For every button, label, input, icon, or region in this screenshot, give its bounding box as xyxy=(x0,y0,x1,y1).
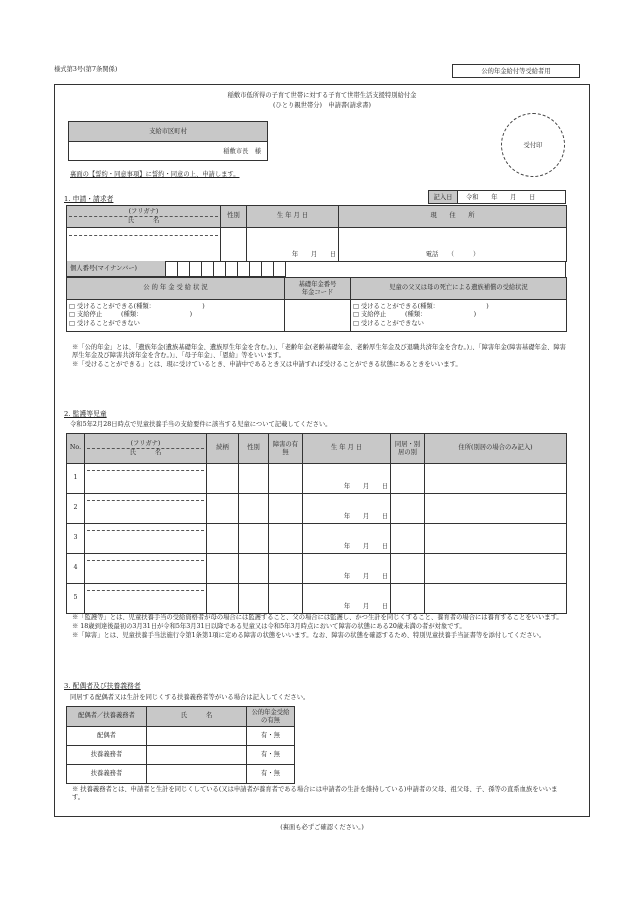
phone-label: 電話 （ ） xyxy=(425,250,480,258)
child-birthdate-field[interactable]: 年 月 日 xyxy=(303,524,391,554)
child-address-field[interactable] xyxy=(425,494,567,524)
child-birthdate-field[interactable]: 年 月 日 xyxy=(303,464,391,494)
child-cohabit-field[interactable] xyxy=(391,524,425,554)
reception-stamp-label: 受付印 xyxy=(523,142,543,149)
section1-title: 1. 申請・請求者 xyxy=(64,195,114,203)
child-address-header: 住所(別居の場合のみ記入) xyxy=(425,434,567,464)
table-row xyxy=(67,524,567,554)
family-name-field[interactable] xyxy=(147,765,247,784)
child-relation-field[interactable] xyxy=(207,524,239,554)
family-pension-yesno[interactable]: 有・無 xyxy=(247,746,295,765)
my-number-blank xyxy=(286,261,566,277)
basic-pension-number-header xyxy=(285,278,351,300)
child-disability-field[interactable] xyxy=(269,494,303,524)
basic-pension-number-field[interactable] xyxy=(285,300,351,332)
pension-option-suspended[interactable]: □ 支給停止 (種類： ) xyxy=(69,311,193,319)
family-type: 扶養義務者 xyxy=(67,765,147,784)
child-no-header: No. xyxy=(67,434,85,464)
child-row-number: 5 xyxy=(67,584,85,614)
family-type-header: 配偶者／扶養義務者 xyxy=(67,707,147,727)
recipient-type-badge: 公的年金給付等受給者用 xyxy=(452,64,580,78)
child-name-field[interactable] xyxy=(85,464,207,494)
child-row-number: 2 xyxy=(67,494,85,524)
address-header: 現 住 所 xyxy=(339,206,567,228)
birthdate-header: 生 年 月 日 xyxy=(247,206,339,228)
pension-option-not-receivable[interactable]: □ 受けることができない xyxy=(69,319,140,327)
child-birthdate-field[interactable]: 年 月 日 xyxy=(303,554,391,584)
section2-notes xyxy=(72,614,566,642)
survivor-compensation-options[interactable] xyxy=(351,300,567,332)
note-support-obligor: ※ 扶養義務者とは、申請者と生計を同じくしている(又は申請者が養育者である場合には申請者の生計を維持している)申請者の父母、祖父母、子、孫等の直系血族をいいます。 xyxy=(72,786,558,802)
my-number-field[interactable] xyxy=(166,261,286,277)
child-relation-field[interactable] xyxy=(207,464,239,494)
pension-code-label: 年金コード xyxy=(301,288,334,296)
child-birthdate-header: 生 年 月 日 xyxy=(303,434,391,464)
child-gender-field[interactable] xyxy=(239,494,269,524)
table-row xyxy=(67,727,295,746)
section2-lead: 令和5年2月28日時点で児童扶養手当の支給要件に該当する児童について記載してください。 xyxy=(70,421,332,428)
survivor-option-suspended[interactable]: □ 支給停止 (種類： ) xyxy=(353,311,477,319)
gender-header: 性別 xyxy=(221,206,247,228)
child-cohabit-field[interactable] xyxy=(391,464,425,494)
child-row-number: 3 xyxy=(67,524,85,554)
child-name-field[interactable] xyxy=(85,524,207,554)
table-row xyxy=(67,494,567,524)
intro-text: 裏面の【誓約・同意事項】に誓約・同意の上、申請します。 xyxy=(70,171,240,178)
pension-table xyxy=(66,277,567,332)
child-name-field[interactable] xyxy=(85,554,207,584)
child-relation-header: 続柄 xyxy=(207,434,239,464)
reception-stamp-area xyxy=(501,113,565,177)
note-disability: ※「障害」とは、児童扶養手当法施行令第1条第1項に定める障害の状態をいいます。なお、障害の状態を確認するため、特別児童扶養手当証書等を添付してください。 xyxy=(72,632,546,640)
child-cohabit-field[interactable] xyxy=(391,494,425,524)
family-name-header: 氏 名 xyxy=(147,707,247,727)
child-gender-header: 性別 xyxy=(239,434,269,464)
form-title-line1: 稲敷市低所得の子育て世帯に対する子育て世帯生活支援特別給付金 xyxy=(227,92,417,99)
note-age: ※ 18歳到達後最初の3月31日が令和5年3月31日以降である児童又は令和5年3月時点において障害の状態にある20歳未満の者が対象です。 xyxy=(72,623,466,631)
note-public-pension: ※「公的年金」とは、「遺族年金(遺族基礎年金、遺族厚生年金を含む。)」、「老齢年金(老齢基礎年金、老齢厚生年金及び退職共済年金を含む。)」、「障害年金(障害基礎年金、障害厚生年金及び障害共済年金を含む。)」、「母子年金」、「恩給」等をいいます。 xyxy=(72,344,566,360)
child-relation-field[interactable] xyxy=(207,494,239,524)
section2-title: 2. 監護等児童 xyxy=(64,410,107,418)
child-disability-field[interactable] xyxy=(269,584,303,614)
recipient-box xyxy=(68,121,268,161)
child-address-field[interactable] xyxy=(425,524,567,554)
child-disability-field[interactable] xyxy=(269,464,303,494)
child-name-field[interactable] xyxy=(85,584,207,614)
child-gender-field[interactable] xyxy=(239,554,269,584)
child-relation-field[interactable] xyxy=(207,584,239,614)
family-pension-header: 公的年金受給の有無 xyxy=(247,707,295,727)
basic-pension-number-label: 基礎年金番号 xyxy=(298,280,337,288)
family-pension-yesno[interactable]: 有・無 xyxy=(247,765,295,784)
family-table xyxy=(66,706,295,784)
municipality-label: 支給市区町村 xyxy=(69,122,267,142)
section1-notes xyxy=(72,344,566,371)
table-row xyxy=(67,554,567,584)
applicant-name-field[interactable] xyxy=(67,228,221,262)
child-address-field[interactable] xyxy=(425,554,567,584)
family-type: 扶養義務者 xyxy=(67,746,147,765)
child-disability-field[interactable] xyxy=(269,554,303,584)
pension-option-receivable[interactable]: □ 受けることができる(種類： ) xyxy=(69,302,205,310)
section3-lead: 同居する配偶者又は生計を同じくする扶養義務者等がいる場合は記入してください。 xyxy=(70,694,310,701)
form-number: 様式第3号(第7条関係) xyxy=(54,66,118,73)
family-type: 配偶者 xyxy=(67,727,147,746)
child-gender-field[interactable] xyxy=(239,524,269,554)
mayor-address: 稲敷市長 様 xyxy=(223,148,261,155)
applicant-name-header xyxy=(67,206,221,228)
furigana-label: (フリガナ) xyxy=(69,208,218,217)
applicant-table xyxy=(66,205,567,262)
child-cohabit-header: 同居・別居の別 xyxy=(391,434,425,464)
child-gender-field[interactable] xyxy=(239,464,269,494)
pension-status-options[interactable] xyxy=(67,300,285,332)
table-row xyxy=(67,464,567,494)
child-disability-field[interactable] xyxy=(269,524,303,554)
child-name-label: 氏 名 xyxy=(129,449,162,456)
child-gender-field[interactable] xyxy=(239,584,269,614)
form-title-line2: (ひとり親世帯分) 申請書(請求書) xyxy=(273,102,371,109)
child-name-header xyxy=(85,434,207,464)
entry-date-field[interactable]: 令和 年 月 日 xyxy=(458,190,566,204)
applicant-gender-field[interactable] xyxy=(221,228,247,262)
child-row-number: 1 xyxy=(67,464,85,494)
child-address-field[interactable] xyxy=(425,464,567,494)
child-cohabit-field[interactable] xyxy=(391,584,425,614)
note-receivable: ※「受けることができる」とは、現に受けているとき、申請中であるとき又は申請すれば受けることができる状態にあるときをいいます。 xyxy=(72,361,462,369)
applicant-birthdate-field[interactable]: 年 月 日 xyxy=(247,228,339,262)
my-number-label: 個人番号(マイナンバー) xyxy=(66,261,166,277)
entry-date-label: 記入日 xyxy=(428,190,458,204)
family-name-field[interactable] xyxy=(147,727,247,746)
applicant-address-field[interactable] xyxy=(339,228,567,262)
child-relation-field[interactable] xyxy=(207,554,239,584)
child-name-field[interactable] xyxy=(85,494,207,524)
table-row xyxy=(67,584,567,614)
section3-title: 3. 配偶者及び扶養義務者 xyxy=(64,682,141,690)
note-custody: ※「監護等」とは、児童扶養手当の受給資格者が母の場合には監護すること、父の場合には監護し、かつ生計を同じくすること、養育者の場合には養育することをいいます。 xyxy=(72,614,563,621)
section3-note xyxy=(72,786,566,803)
children-table xyxy=(66,433,567,614)
child-row-number: 4 xyxy=(67,554,85,584)
child-disability-header: 障害の有無 xyxy=(269,434,303,464)
child-address-field[interactable] xyxy=(425,584,567,614)
survivor-compensation-header: 児童の父又は母の死亡による遺族補償の受給状況 xyxy=(351,278,567,300)
table-row xyxy=(67,765,295,784)
child-cohabit-field[interactable] xyxy=(391,554,425,584)
family-pension-yesno[interactable]: 有・無 xyxy=(247,727,295,746)
name-label: 氏 名 xyxy=(127,217,160,224)
child-birthdate-field[interactable]: 年 月 日 xyxy=(303,584,391,614)
child-furigana-label: (フリガナ) xyxy=(87,440,204,449)
table-row xyxy=(67,746,295,765)
child-birthdate-field[interactable]: 年 月 日 xyxy=(303,494,391,524)
survivor-option-not-receivable[interactable]: □ 受けることができない xyxy=(353,319,424,327)
pension-status-header: 公 的 年 金 受 給 状 況 xyxy=(67,278,285,300)
family-name-field[interactable] xyxy=(147,746,247,765)
footer-note: (裏面も必ずご確認ください。) xyxy=(280,824,364,831)
survivor-option-receivable[interactable]: □ 受けることができる(種類： ) xyxy=(353,302,489,310)
